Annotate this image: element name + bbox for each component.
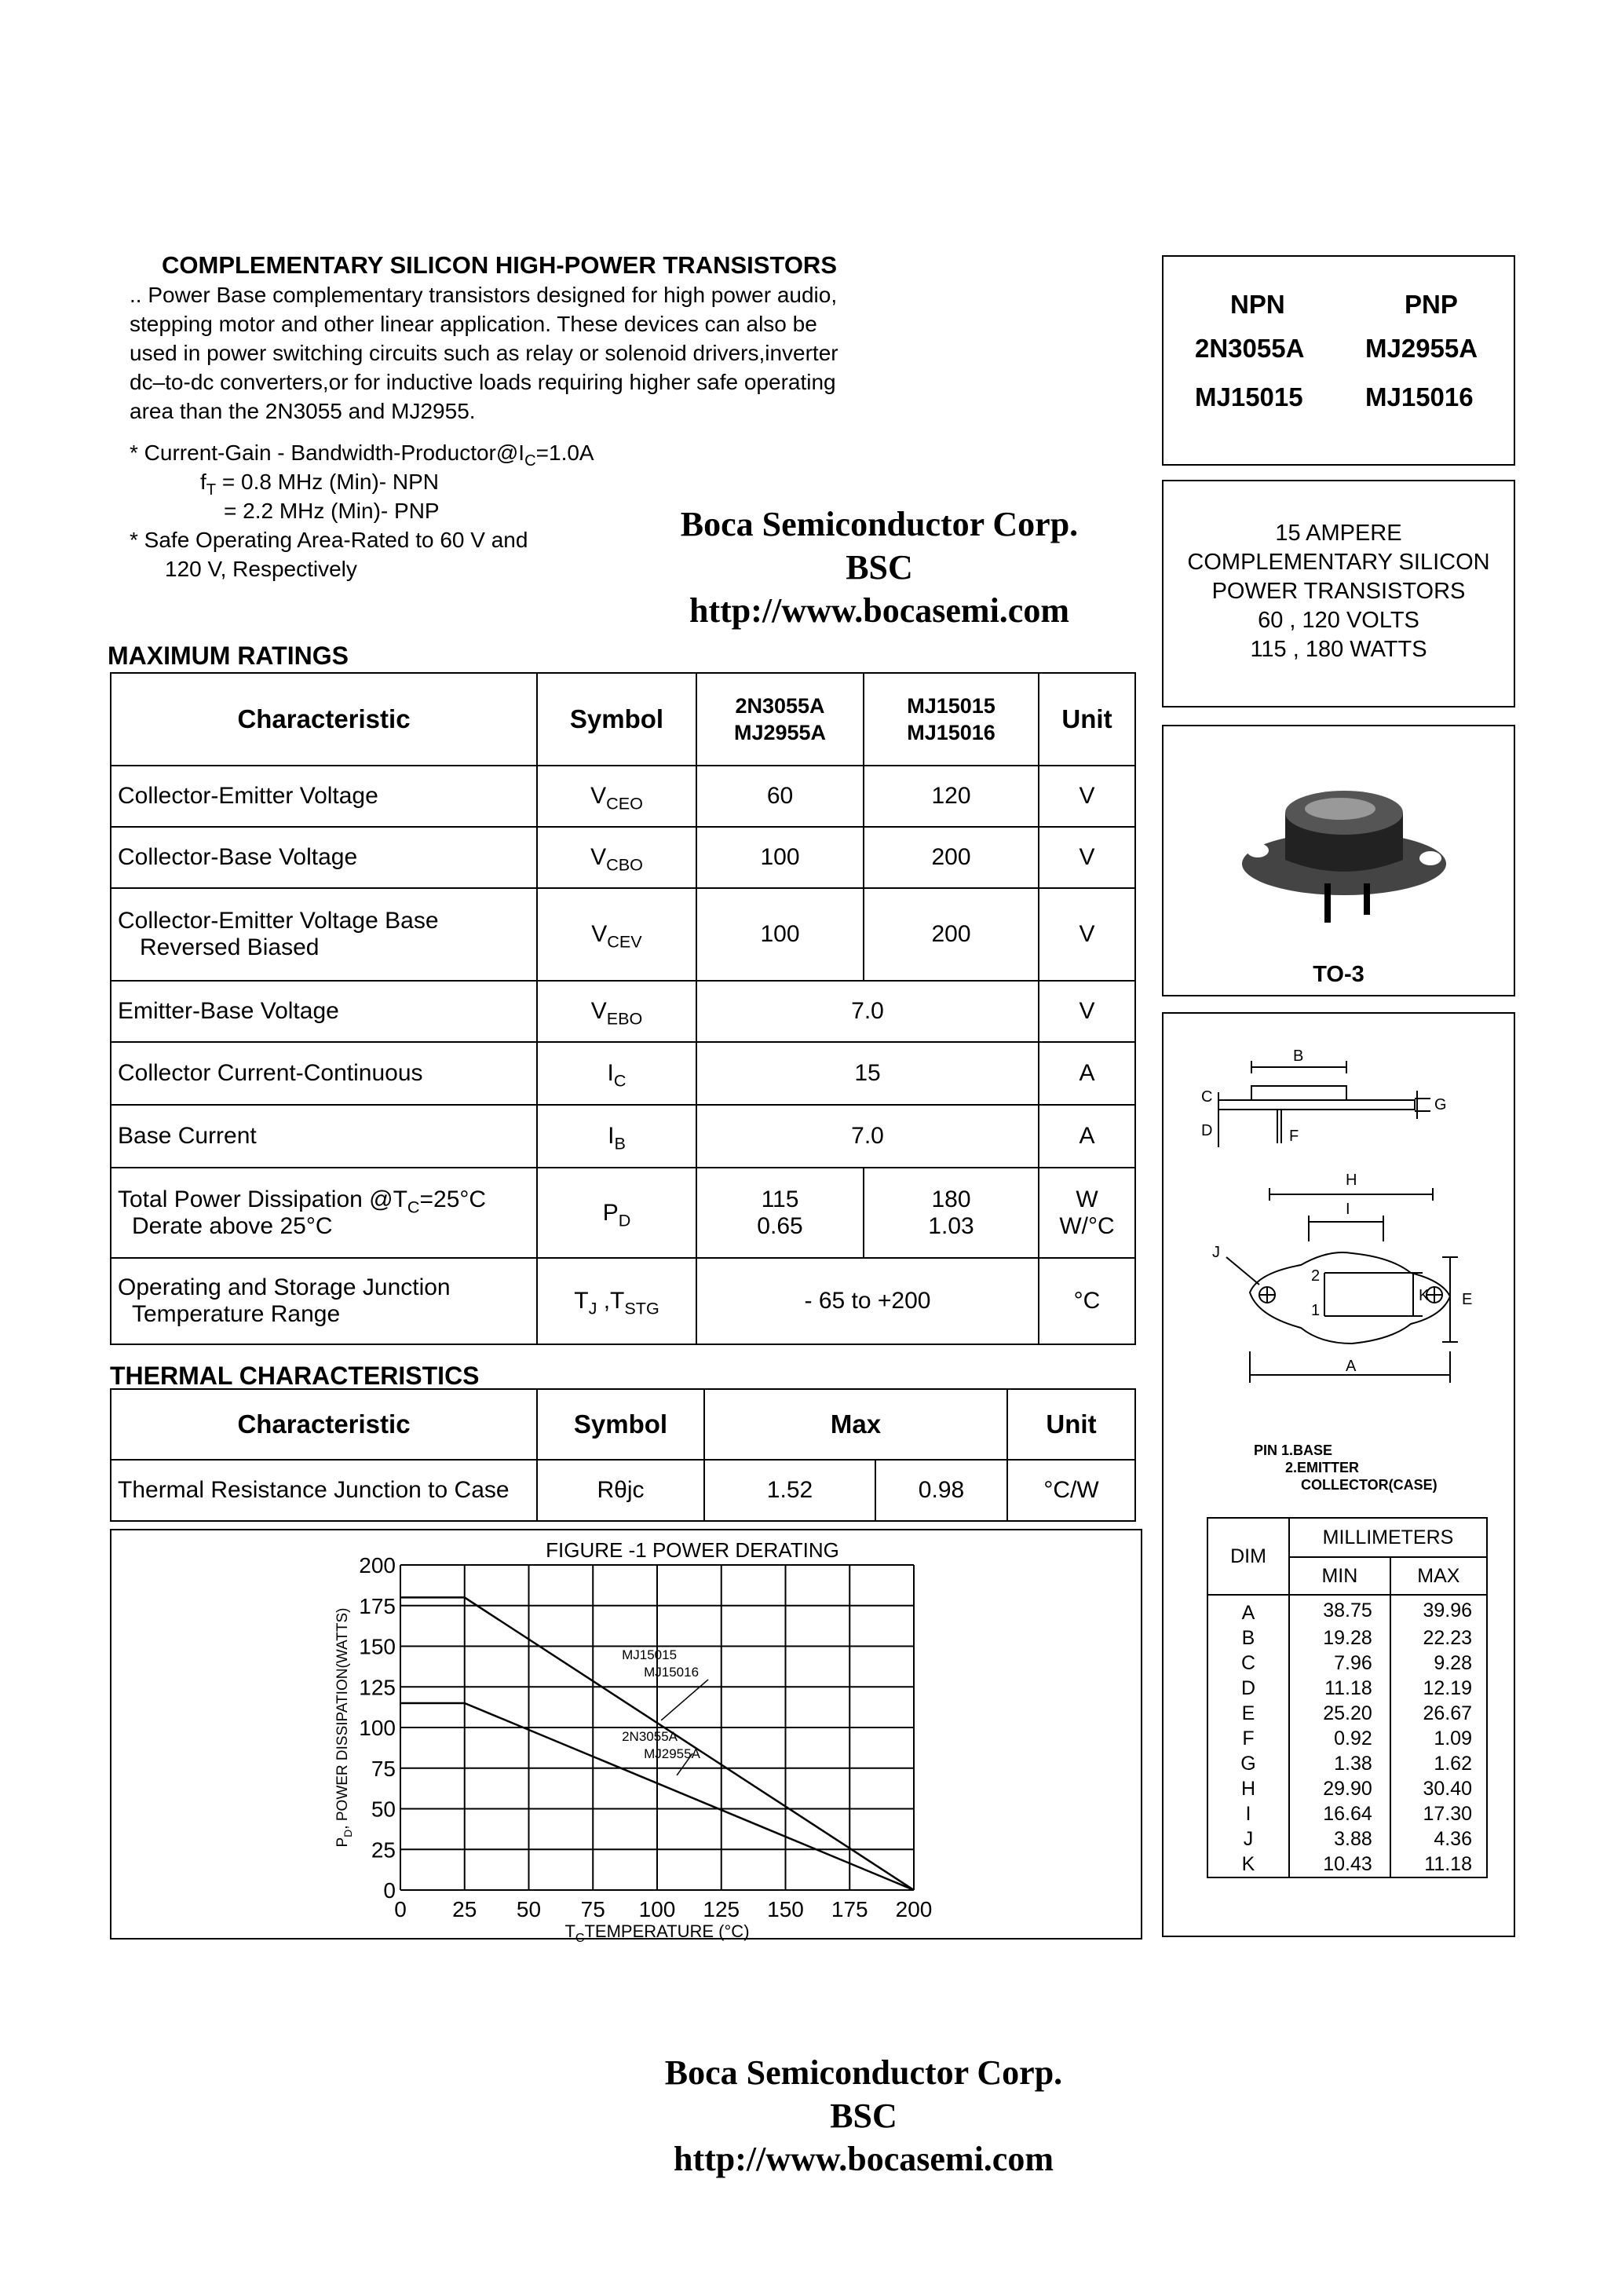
rating-characteristic: Collector-Base Voltage <box>111 827 537 888</box>
rating-unit: °C <box>1039 1258 1135 1344</box>
dim-label-e: E <box>1462 1291 1473 1308</box>
pin-number-1: 1 <box>1311 1302 1321 1319</box>
chart-x-label: $T_CTEMPERATURE$ (°C) <box>564 1921 750 1945</box>
dim-max: 1.09 <box>1390 1726 1487 1751</box>
doc-title: COMPLEMENTARY SILICON HIGH-POWER TRANSISTORS <box>162 251 837 279</box>
dim-min: 19.28 <box>1289 1625 1390 1651</box>
dim-min: 0.92 <box>1289 1726 1390 1751</box>
rating-row <box>111 981 1135 1042</box>
pin-number-2: 2 <box>1311 1267 1321 1285</box>
th-max: Max <box>704 1389 1007 1460</box>
company-abbr: BSC <box>830 2097 897 2135</box>
dimension-table <box>1207 1517 1488 1878</box>
chart-series-label: MJ15015 <box>622 1647 678 1662</box>
dim-letter: J <box>1207 1826 1289 1852</box>
summary-line: 15 AMPERE <box>1275 521 1402 546</box>
thermal-char: Thermal Resistance Junction to Case <box>111 1460 537 1521</box>
dim-min: 25.20 <box>1289 1701 1390 1726</box>
intro-line: used in power switching circuits such as relay or solenoid drivers,inverter <box>130 341 838 365</box>
company-abbr: BSC <box>846 548 913 587</box>
max-ratings-heading: MAXIMUM RATINGS <box>108 642 349 670</box>
min-header: MIN <box>1289 1557 1390 1595</box>
rating-characteristic: Collector-Emitter Voltage Base Reversed Biased <box>111 888 537 981</box>
rating-value: - 65 to +200 <box>696 1258 1039 1344</box>
dim-letter: E <box>1207 1701 1289 1726</box>
dim-min: 1.38 <box>1289 1751 1390 1776</box>
rating-characteristic: Operating and Storage Junction Temperature Range <box>111 1258 537 1344</box>
dim-max: 4.36 <box>1390 1826 1487 1852</box>
chart-x-tick-label: 175 <box>831 1897 868 1921</box>
rating-row <box>111 1042 1135 1105</box>
rating-value-1: 60 <box>696 766 864 827</box>
rating-unit: W W/°C <box>1039 1168 1135 1258</box>
power-derating-chart <box>111 1530 1141 1945</box>
dim-letter: D <box>1207 1676 1289 1701</box>
chart-y-tick-label: 100 <box>359 1716 396 1740</box>
dim-row <box>1207 1801 1487 1826</box>
mm-header: MILLIMETERS <box>1289 1518 1487 1557</box>
pin-note-line: PIN 1.BASE <box>1254 1442 1333 1458</box>
rating-value: 7.0 <box>696 981 1039 1042</box>
pnp-part-1: MJ2955A <box>1365 334 1478 363</box>
rating-value-2: 120 <box>864 766 1039 827</box>
dim-letter: F <box>1207 1726 1289 1751</box>
chart-x-tick-label: 25 <box>452 1897 477 1921</box>
dim-row <box>1207 1826 1487 1852</box>
summary-line: POWER TRANSISTORS <box>1211 579 1466 604</box>
rating-characteristic: Collector Current-Continuous <box>111 1042 537 1105</box>
rating-value-2: 200 <box>864 827 1039 888</box>
feature-gbw: * Current-Gain - Bandwidth-$Productor@I_C=1.0A$ <box>130 441 594 470</box>
dim-row <box>1207 1751 1487 1776</box>
col-symbol: Symbol <box>537 673 696 766</box>
dim-label-d: D <box>1201 1122 1213 1139</box>
dim-letter: C <box>1207 1651 1289 1676</box>
chart-y-tick-label: 200 <box>359 1553 396 1578</box>
rating-value-1: 100 <box>696 827 864 888</box>
chart-x-tick-label: 50 <box>516 1897 542 1921</box>
dim-letter: G <box>1207 1751 1289 1776</box>
summary-line: 60 , 120 VOLTS <box>1258 608 1419 633</box>
rating-unit: V <box>1039 827 1135 888</box>
npn-part-1: 2N3055A <box>1195 334 1305 363</box>
rating-row <box>111 827 1135 888</box>
max-ratings-table <box>110 672 1136 1345</box>
dim-row <box>1207 1595 1487 1625</box>
rating-symbol: $V_{CEV}$ <box>537 888 696 981</box>
rating-symbol: $V_{CEO}$ <box>537 766 696 827</box>
feature-ft-pnp: = 2.2 MHz (Min)- PNP <box>224 499 440 523</box>
package-name: TO-3 <box>1313 962 1364 987</box>
dim-row <box>1207 1776 1487 1801</box>
rating-unit: A <box>1039 1105 1135 1168</box>
dim-min: 3.88 <box>1289 1826 1390 1852</box>
chart-series-label: MJ2955A <box>644 1746 700 1761</box>
npn-label: NPN <box>1230 290 1285 319</box>
rating-unit: V <box>1039 888 1135 981</box>
chart-x-tick-label: 0 <box>394 1897 407 1921</box>
col-group1: 2N3055A MJ2955A <box>696 673 864 766</box>
max-header: MAX <box>1390 1557 1487 1595</box>
dim-label-i: I <box>1346 1201 1350 1218</box>
dim-min: 11.18 <box>1289 1676 1390 1701</box>
rating-row <box>111 1258 1135 1344</box>
dim-label-j: J <box>1212 1244 1220 1261</box>
pin-note-line: COLLECTOR(CASE) <box>1301 1477 1438 1493</box>
thermal-symbol: Rθjc <box>537 1460 704 1521</box>
rating-symbol: $T_J$ $,T_{STG}$ <box>537 1258 696 1344</box>
dim-max: 17.30 <box>1390 1801 1487 1826</box>
chart-series-leader <box>661 1680 708 1720</box>
dim-min: 7.96 <box>1289 1651 1390 1676</box>
chart-y-tick-label: 175 <box>359 1593 396 1618</box>
dim-letter: K <box>1207 1852 1289 1877</box>
company-url: http://www.bocasemi.com <box>674 2140 1054 2178</box>
rating-symbol: $V_{EBO}$ <box>537 981 696 1042</box>
chart-y-tick-label: 150 <box>359 1634 396 1659</box>
th-symbol: Symbol <box>537 1389 704 1460</box>
intro-line: area than the 2N3055 and MJ2955. <box>130 399 476 423</box>
features <box>130 438 594 583</box>
thermal-unit: °C/W <box>1007 1460 1135 1521</box>
to3-package-image <box>1230 766 1450 923</box>
chart-y-tick-label: 75 <box>371 1756 396 1781</box>
company-block-top <box>628 503 1131 632</box>
company-name: Boca Semiconductor Corp. <box>680 505 1079 543</box>
chart-y-tick-label: 125 <box>359 1675 396 1700</box>
rating-characteristic: Total Power Dissipation $@T_C=25^\circ C$ Derate above 25°C <box>111 1168 537 1258</box>
dim-label-c: C <box>1201 1088 1213 1106</box>
dim-letter: B <box>1207 1625 1289 1651</box>
dim-label-b: B <box>1293 1047 1304 1065</box>
rating-symbol: $I_B$ <box>537 1105 696 1168</box>
thermal-table <box>110 1388 1136 1522</box>
package-box <box>1162 725 1515 996</box>
rating-symbol: $V_{CBO}$ <box>537 827 696 888</box>
rating-value: 15 <box>696 1042 1039 1105</box>
dim-max: 26.67 <box>1390 1701 1487 1726</box>
dim-max: 30.40 <box>1390 1776 1487 1801</box>
part-number-box <box>1162 255 1515 466</box>
thermal-heading: THERMAL CHARACTERISTICS <box>110 1362 480 1390</box>
rating-value-2: 200 <box>864 888 1039 981</box>
rating-unit: A <box>1039 1042 1135 1105</box>
company-url: http://www.bocasemi.com <box>689 591 1069 630</box>
dim-label-k: K <box>1419 1287 1430 1304</box>
dim-label-a: A <box>1346 1358 1357 1375</box>
dim-row <box>1207 1651 1487 1676</box>
company-block-bottom <box>550 2051 1178 2181</box>
dim-row <box>1207 1676 1487 1701</box>
dim-letter: I <box>1207 1801 1289 1826</box>
intro-line: dc–to-dc converters,or for inductive loads requiring higher safe operating <box>130 370 836 394</box>
dim-header: DIM <box>1207 1518 1289 1595</box>
dim-max: 22.23 <box>1390 1625 1487 1651</box>
col-group2: MJ15015 MJ15016 <box>864 673 1039 766</box>
dim-min: 38.75 <box>1289 1595 1390 1625</box>
dim-letter: A <box>1207 1595 1289 1625</box>
dim-row <box>1207 1852 1487 1877</box>
rating-unit: V <box>1039 981 1135 1042</box>
dim-max: 9.28 <box>1390 1651 1487 1676</box>
dim-max: 12.19 <box>1390 1676 1487 1701</box>
rating-row <box>111 1168 1135 1258</box>
dim-letter: H <box>1207 1776 1289 1801</box>
dim-label-f: F <box>1289 1128 1299 1145</box>
chart-series-label: MJ15016 <box>644 1664 700 1680</box>
dim-max: 39.96 <box>1390 1595 1487 1625</box>
chart-y-label: $P_D$, POWER DISSIPATION(WATTS) <box>334 1607 354 1848</box>
outline-box <box>1162 1012 1515 1937</box>
rating-characteristic: Emitter-Base Voltage <box>111 981 537 1042</box>
rating-characteristic: Base Current <box>111 1105 537 1168</box>
rating-row <box>111 888 1135 981</box>
npn-part-2: MJ15015 <box>1195 382 1303 411</box>
thermal-v2: 0.98 <box>875 1460 1007 1521</box>
chart-title: FIGURE -1 POWER DERATING <box>546 1538 839 1562</box>
pin-note-line: 2.EMITTER <box>1285 1460 1360 1475</box>
chart-y-tick-label: 0 <box>383 1878 396 1903</box>
pnp-label: PNP <box>1405 290 1458 319</box>
intro-text <box>130 280 838 426</box>
thermal-v1: 1.52 <box>704 1460 875 1521</box>
th-characteristic: Characteristic <box>111 1389 537 1460</box>
dim-min: 10.43 <box>1289 1852 1390 1877</box>
rating-symbol: $I_C$ <box>537 1042 696 1105</box>
dim-max: 1.62 <box>1390 1751 1487 1776</box>
dim-min: 16.64 <box>1289 1801 1390 1826</box>
rating-value-1: 115 0.65 <box>696 1168 864 1258</box>
outline-drawing <box>1164 1014 1514 1516</box>
chart-box <box>110 1529 1142 1945</box>
rating-value: 7.0 <box>696 1105 1039 1168</box>
pnp-part-2: MJ15016 <box>1365 382 1474 411</box>
chart-x-tick-label: 75 <box>580 1897 605 1921</box>
rating-row <box>111 1105 1135 1168</box>
feature-soa-2: 120 V, Respectively <box>165 557 357 581</box>
col-unit: Unit <box>1039 673 1135 766</box>
chart-y-tick-label: 50 <box>371 1797 396 1822</box>
chart-x-tick-label: 200 <box>895 1897 933 1921</box>
summary-line: 115 , 180 WATTS <box>1250 637 1427 662</box>
dim-min: 29.90 <box>1289 1776 1390 1801</box>
intro-line: .. Power Base complementary transistors designed for high power audio, <box>130 283 838 307</box>
feature-ft-npn: $f_T = 0.8$ MHz (Min)- NPN <box>200 470 440 499</box>
chart-y-tick-label: 25 <box>371 1837 396 1863</box>
dim-row <box>1207 1701 1487 1726</box>
dim-max: 11.18 <box>1390 1852 1487 1877</box>
summary-line: COMPLEMENTARY SILICON <box>1187 550 1490 575</box>
chart-x-tick-label: 100 <box>638 1897 676 1921</box>
dim-label-g: G <box>1434 1096 1447 1113</box>
dim-row <box>1207 1726 1487 1751</box>
col-characteristic: Characteristic <box>111 673 537 766</box>
company-name: Boca Semiconductor Corp. <box>664 2053 1063 2092</box>
feature-soa: * Safe Operating Area-Rated to 60 V and <box>130 528 528 552</box>
chart-x-tick-label: 125 <box>703 1897 740 1921</box>
rating-value-2: 180 1.03 <box>864 1168 1039 1258</box>
summary-box <box>1162 480 1515 707</box>
intro-line: stepping motor and other linear application. These devices can also be <box>130 312 817 336</box>
chart-x-tick-label: 150 <box>767 1897 804 1921</box>
rating-unit: V <box>1039 766 1135 827</box>
pin-note <box>1254 1442 1438 1493</box>
rating-row <box>111 766 1135 827</box>
rating-value-1: 100 <box>696 888 864 981</box>
th-unit: Unit <box>1007 1389 1135 1460</box>
dim-label-h: H <box>1346 1172 1357 1189</box>
dim-row <box>1207 1625 1487 1651</box>
chart-series-label: 2N3055A <box>622 1728 678 1744</box>
rating-symbol: $P_D$ <box>537 1168 696 1258</box>
rating-characteristic: Collector-Emitter Voltage <box>111 766 537 827</box>
